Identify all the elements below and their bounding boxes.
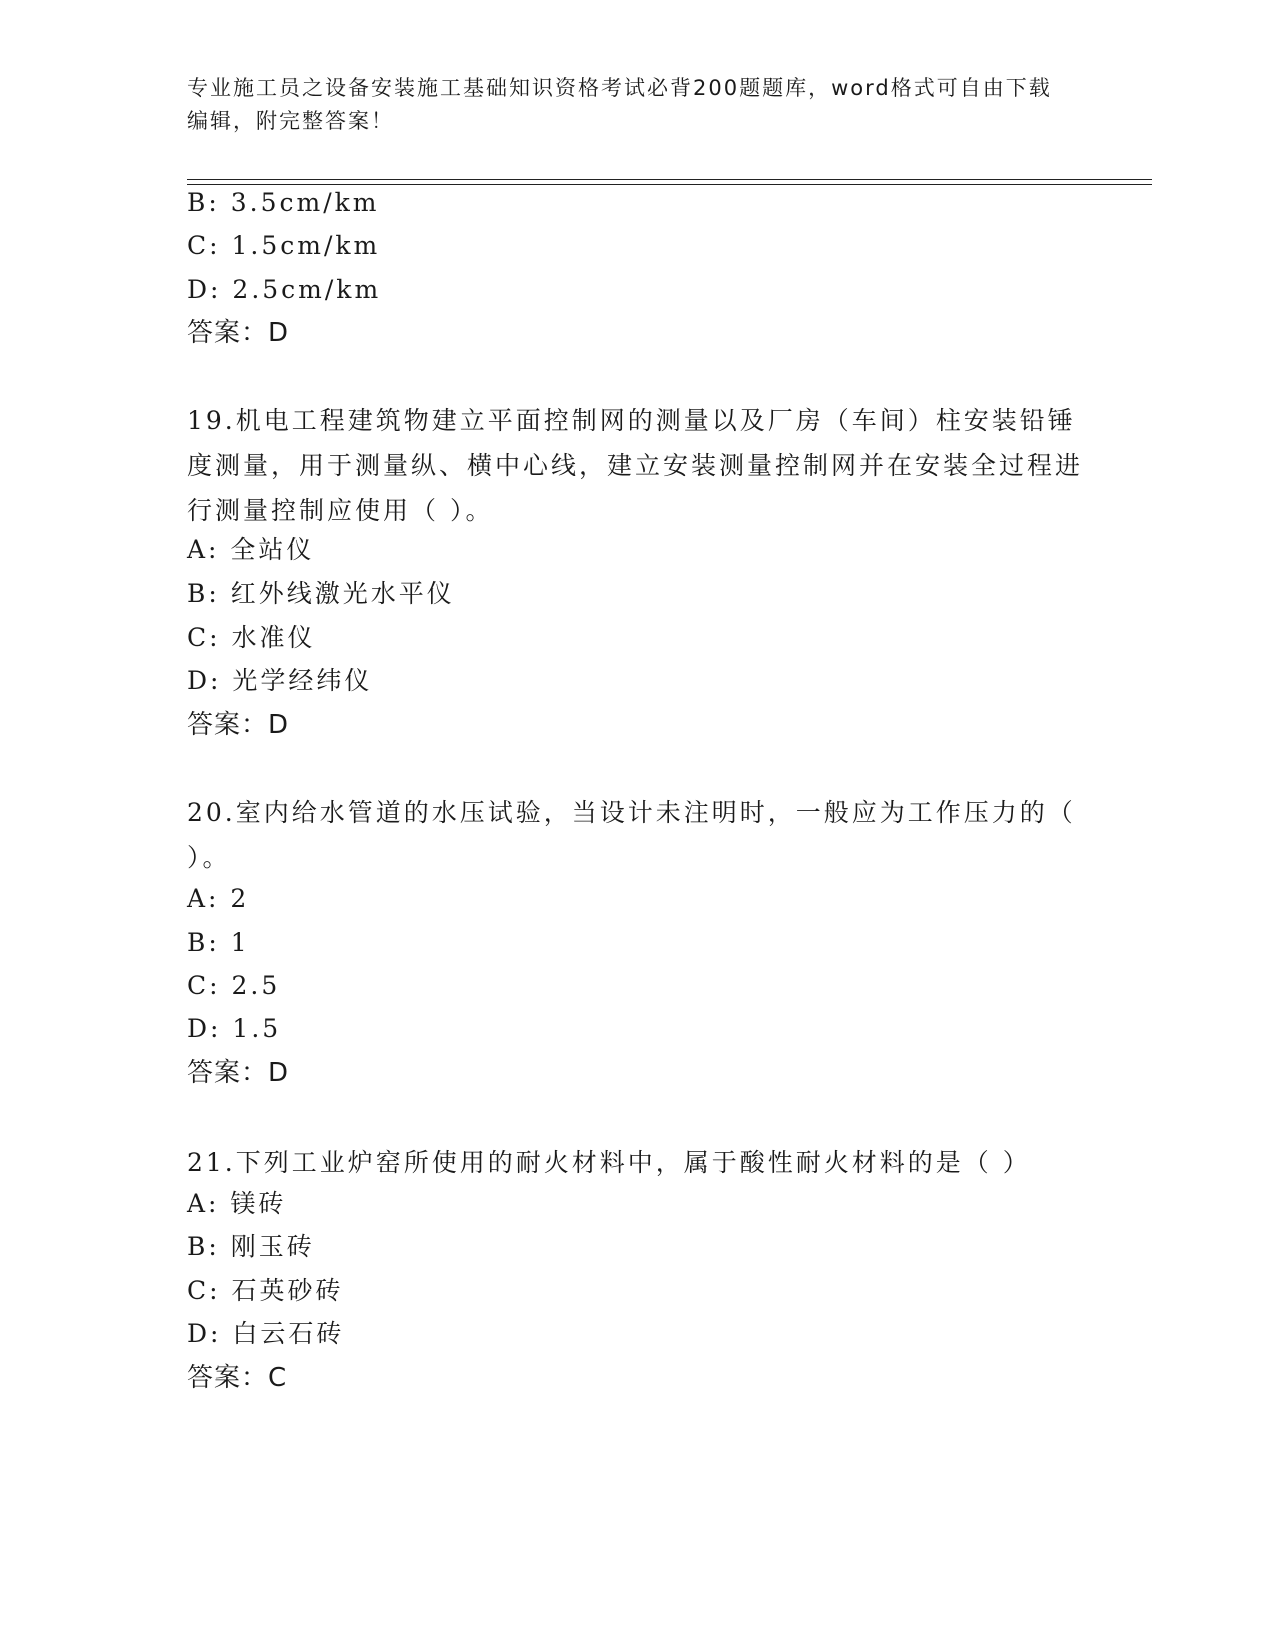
question-19-text: 19.机电工程建筑物建立平面控制网的测量以及厂房（车间）柱安装铅锤度测量，用于测量纵、横中心线，建立安装测量控制网并在安装全过程进行测量控制应使用（ ）。 (187, 406, 1084, 525)
answer-line: 答案：D (187, 1058, 290, 1088)
option-d: D: 光学经纬仪 (187, 666, 373, 695)
option-a: A: 镁砖 (187, 1189, 287, 1218)
option-b: B: 刚玉砖 (187, 1232, 315, 1261)
option-b: B: 3.5cm/km (187, 188, 380, 217)
answer-line: 答案：D (187, 318, 290, 348)
answer-line: 答案：D (187, 710, 290, 740)
option-c: C: 石英砂砖 (187, 1276, 344, 1305)
option-c: C: 2.5 (187, 971, 281, 1000)
option-a: A: 2 (187, 884, 250, 913)
document-header: 专业施工员之设备安装施工基础知识资格考试必背200题题库，word格式可自由下载编辑，附完整答案！ (187, 76, 1052, 133)
option-a: A: 全站仪 (187, 535, 315, 564)
question-20-text: 20.室内给水管道的水压试验，当设计未注明时，一般应为工作压力的（ ）。 (187, 798, 1076, 872)
option-d: D: 白云石砖 (187, 1319, 345, 1348)
option-d: D: 1.5 (187, 1014, 282, 1043)
option-c: C: 1.5cm/km (187, 231, 381, 260)
question-21-text: 21.下列工业炉窑所使用的耐火材料中，属于酸性耐火材料的是（ ） (187, 1148, 1031, 1177)
option-d: D: 2.5cm/km (187, 275, 382, 304)
option-c: C: 水准仪 (187, 623, 316, 652)
option-b: B: 红外线激光水平仪 (187, 579, 455, 608)
header-rule-top (187, 179, 1152, 180)
header-rule-bottom (187, 184, 1152, 185)
answer-line: 答案：C (187, 1363, 288, 1393)
option-b: B: 1 (187, 928, 250, 957)
